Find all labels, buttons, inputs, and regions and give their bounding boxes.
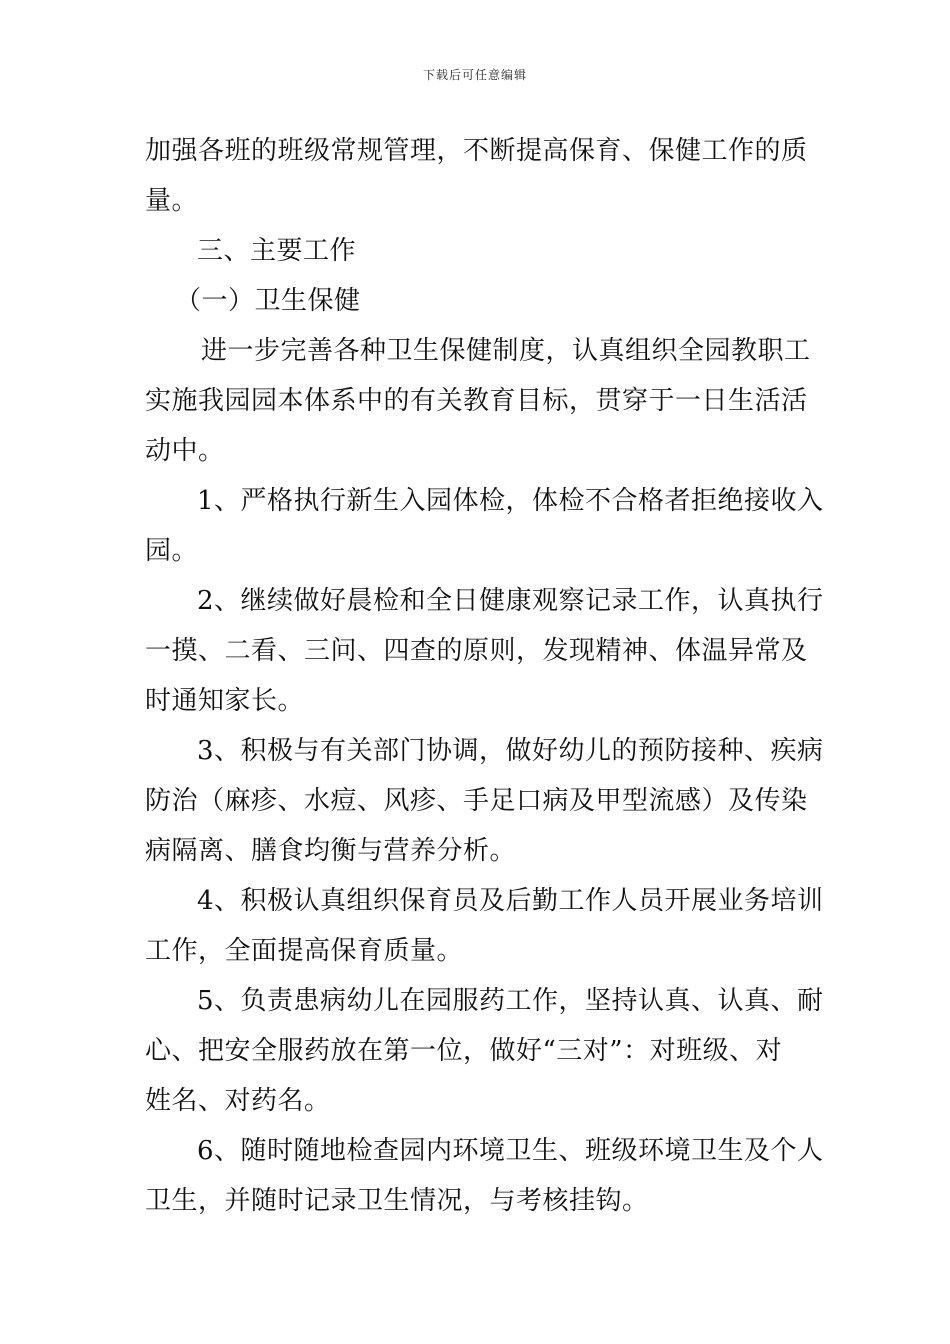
list-item-line: 4、积极认真组织保育员及后勤工作人员开展业务培训 (197, 886, 824, 916)
paragraph-line: 量。 (145, 186, 199, 216)
list-item-line: 一摸、二看、三问、四查的原则，发现精神、体温异常及 (145, 636, 808, 666)
list-item-line: 5、负责患病幼儿在园服药工作，坚持认真、认真、耐 (197, 986, 824, 1016)
document-body (145, 126, 824, 1226)
list-item-line: 2、继续做好晨检和全日健康观察记录工作，认真执行 (197, 586, 824, 616)
paragraph-line: 动中。 (145, 436, 225, 466)
list-item-line: 6、随时随地检查园内环境卫生、班级环境卫生及个人 (197, 1136, 824, 1166)
list-item-line: 卫生，并随时记录卫生情况，与考核挂钩。 (145, 1186, 649, 1216)
paragraph-line: 进一步完善各种卫生保健制度，认真组织全园教职工 (201, 336, 811, 366)
paragraph-line: 实施我园园本体系中的有关教育目标，贯穿于一日生活活 (145, 386, 808, 416)
list-item-line: 工作，全面提高保育质量。 (145, 936, 464, 966)
page-header-note: 下载后可任意编辑 (422, 68, 527, 82)
paragraph-line: 加强各班的班级常规管理，不断提高保育、保健工作的质 (145, 136, 808, 166)
section-heading: 三、主要工作 (197, 236, 357, 266)
list-item-line: 3、积极与有关部门协调，做好幼儿的预防接种、疾病 (197, 736, 824, 766)
list-item-line: 1、严格执行新生入园体检，体检不合格者拒绝接收入 (197, 486, 824, 516)
subsection-heading: （一）卫生保健 (175, 286, 361, 316)
list-item-line: 园。 (145, 536, 199, 566)
list-item-line: 防治（麻疹、水痘、风疹、手足口病及甲型流感）及传染 (145, 786, 808, 816)
list-item-line: 心、把安全服药放在第一位，做好“三对”：对班级、对 (145, 1036, 783, 1066)
list-item-line: 病隔离、膳食均衡与营养分析。 (145, 836, 517, 866)
list-item-line: 姓名、对药名。 (145, 1086, 331, 1116)
list-item-line: 时通知家长。 (145, 686, 305, 716)
